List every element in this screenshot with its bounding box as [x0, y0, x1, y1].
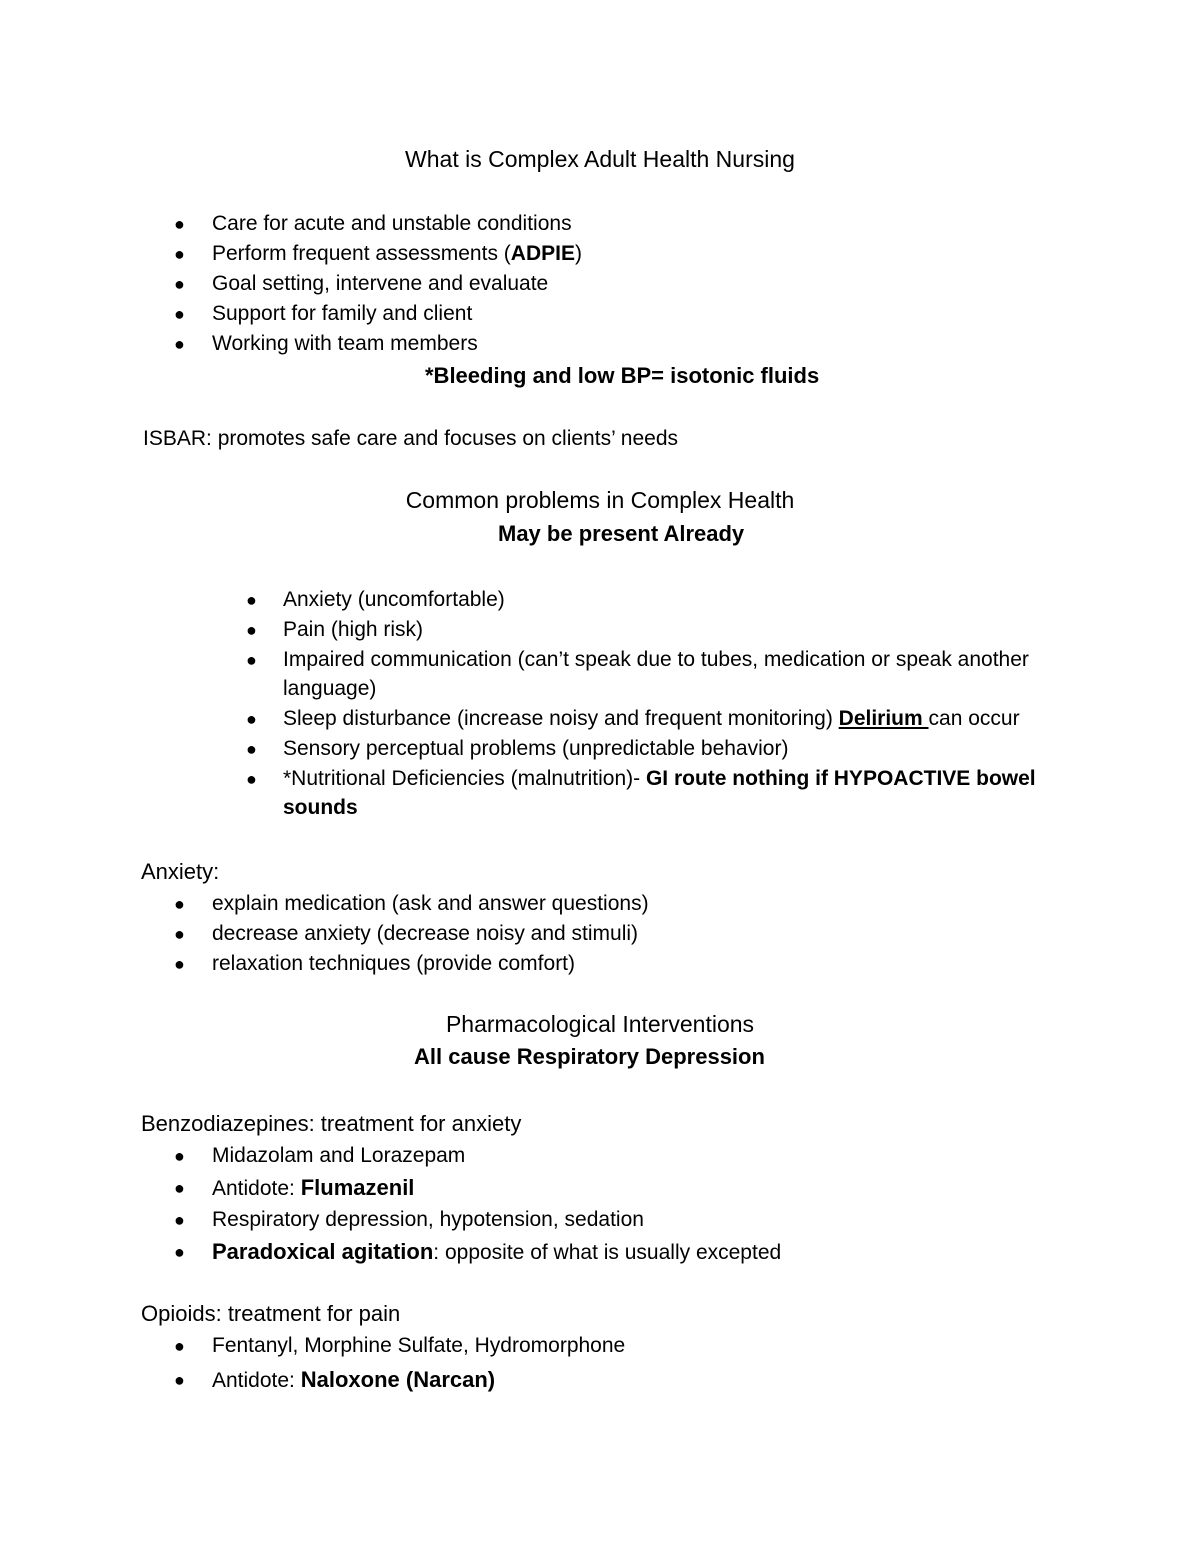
list-item [212, 1174, 414, 1203]
section-subheading: May be present Already [498, 521, 745, 546]
list-item: Fentanyl, Morphine Sulfate, Hydromorphone [212, 1334, 626, 1357]
list-item [283, 705, 1020, 733]
list-item-text: Antidote: [212, 1369, 301, 1392]
bullet-icon [174, 920, 185, 948]
bullet-icon [246, 735, 257, 763]
list-item: Goal setting, intervene and evaluate [212, 272, 549, 295]
list-item: Sensory perceptual problems (unpredictable behavior) [283, 737, 789, 760]
bullet-icon [174, 1174, 185, 1202]
list-item: Support for family and client [212, 302, 473, 325]
bullet-icon [174, 1206, 185, 1234]
section-heading: Benzodiazepines: treatment for anxiety [141, 1111, 522, 1136]
section-heading: Anxiety: [141, 859, 220, 884]
page-title: What is Complex Adult Health Nursing [405, 146, 795, 172]
list-item-continuation: language) [283, 677, 377, 700]
section-heading: Opioids: treatment for pain [141, 1301, 401, 1326]
list-item: Pain (high risk) [283, 618, 424, 641]
bullet-icon [174, 240, 185, 268]
bullet-icon [174, 1366, 185, 1394]
list-item: Care for acute and unstable conditions [212, 212, 572, 235]
list-item-text: : opposite of what is usually excepted [433, 1241, 782, 1264]
list-item [283, 765, 1036, 793]
list-item-bold: GI route nothing if HYPOACTIVE bowel [645, 767, 1036, 790]
bullet-icon [174, 1142, 185, 1170]
bullet-icon [246, 705, 257, 733]
bullet-icon [174, 330, 185, 358]
list-item-text: Sleep disturbance (increase noisy and frequent monitoring) [283, 707, 839, 730]
list-item-continuation: sounds [283, 796, 358, 819]
list-item [212, 1366, 495, 1395]
list-item: Midazolam and Lorazepam [212, 1144, 466, 1167]
bullet-icon [174, 210, 185, 238]
list-item-text: Perform frequent assessments ( [212, 242, 511, 265]
list-item-text: Antidote: [212, 1177, 301, 1200]
bullet-icon [246, 586, 257, 614]
bullet-icon [246, 616, 257, 644]
list-item-text: *Nutritional Deficiencies (malnutrition)- [283, 767, 646, 790]
list-item: Respiratory depression, hypotension, sedation [212, 1208, 644, 1231]
delirium-text: Delirium [838, 707, 929, 730]
list-item: decrease anxiety (decrease noisy and stimuli) [212, 922, 639, 945]
antidote-value: Naloxone (Narcan) [300, 1367, 496, 1392]
bullet-icon [174, 890, 185, 918]
list-item: Anxiety (uncomfortable) [283, 588, 505, 611]
section-heading: Pharmacological Interventions [445, 1011, 755, 1037]
list-item: explain medication (ask and answer questions) [212, 892, 649, 915]
list-item: relaxation techniques (provide comfort) [212, 952, 576, 975]
list-item-text: ) [574, 242, 582, 265]
list-item [212, 1238, 781, 1267]
bullet-icon [246, 765, 257, 793]
bullet-icon [174, 1238, 185, 1266]
list-item-bold: ADPIE [510, 242, 575, 265]
isbar-text: ISBAR: promotes safe care and focuses on clients’ needs [143, 427, 679, 450]
list-item: Working with team members [212, 332, 478, 355]
note-text: *Bleeding and low BP= isotonic fluids [425, 363, 820, 388]
list-item-text: can occur [928, 707, 1020, 730]
list-item: Impaired communication (can’t speak due to tubes, medication or speak another [283, 648, 1029, 671]
list-item [212, 240, 582, 268]
bullet-icon [174, 950, 185, 978]
bullet-icon [174, 270, 185, 298]
bullet-icon [246, 646, 257, 674]
bullet-icon [174, 300, 185, 328]
bullet-icon [174, 1332, 185, 1360]
section-heading: Common problems in Complex Health [405, 487, 795, 513]
antidote-value: Flumazenil [300, 1175, 415, 1200]
list-item-bold: Paradoxical agitation [212, 1239, 434, 1264]
section-subheading: All cause Respiratory Depression [414, 1044, 765, 1069]
